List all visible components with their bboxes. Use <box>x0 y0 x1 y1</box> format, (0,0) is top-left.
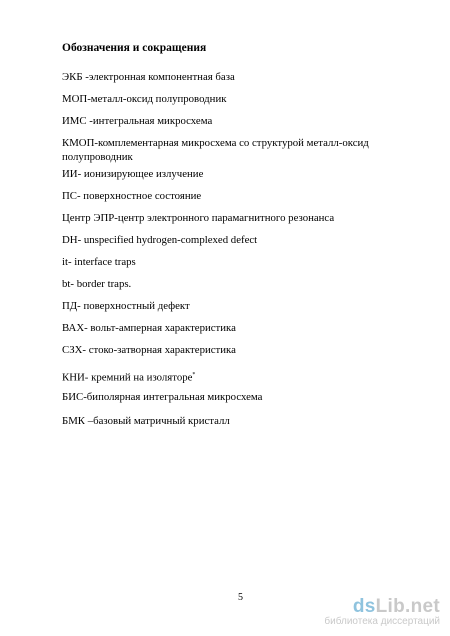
footnote-mark: * <box>192 372 196 378</box>
abbreviation-entry: ПД- поверхностный дефект <box>62 300 190 312</box>
abbreviation-entry: ПС- поверхностное состояние <box>62 190 202 202</box>
watermark-subtitle: библиотека диссертаций <box>324 616 440 627</box>
abbreviation-entry: ВАХ- вольт-амперная характеристика <box>62 322 236 334</box>
logo-suffix: Lib.net <box>375 596 440 617</box>
dslib-watermark <box>300 596 440 626</box>
page-heading: Обозначения и сокращения <box>62 42 207 54</box>
page-number: 5 <box>238 592 243 603</box>
abbreviation-entry: bt- border traps. <box>62 278 132 290</box>
abbreviation-entry: ЭКБ -электронная компонентная база <box>62 71 235 83</box>
abbreviation-text: КНИ- кремний на изоляторе <box>62 371 193 384</box>
abbreviation-entry: ИИ- ионизирующее излучение <box>62 168 204 180</box>
logo-prefix: ds <box>352 596 376 617</box>
abbreviation-entry: ИМС -интегральная микросхема <box>62 115 213 127</box>
abbreviation-entry: БМК –базовый матричный кристалл <box>62 415 230 427</box>
abbreviation-entry: МОП-металл-оксид полупроводник <box>62 93 227 105</box>
abbreviation-entry: it- interface traps <box>62 256 136 268</box>
abbreviation-entry: СЗХ- стоко-затворная характеристика <box>62 344 236 356</box>
abbreviation-entry: КМОП-комплементарная микросхема со структурой металл-оксид полупроводник <box>62 137 369 163</box>
abbreviation-entry: БИС-биполярная интегральная микросхема <box>62 391 263 403</box>
abbreviation-entry-with-footnote <box>62 368 195 385</box>
abbreviation-entry: DH- unspecified hydrogen-complexed defect <box>62 234 258 246</box>
dslib-logo <box>353 596 440 618</box>
abbreviation-entry: Центр ЭПР-центр электронного парамагнитного резонанса <box>62 212 335 224</box>
